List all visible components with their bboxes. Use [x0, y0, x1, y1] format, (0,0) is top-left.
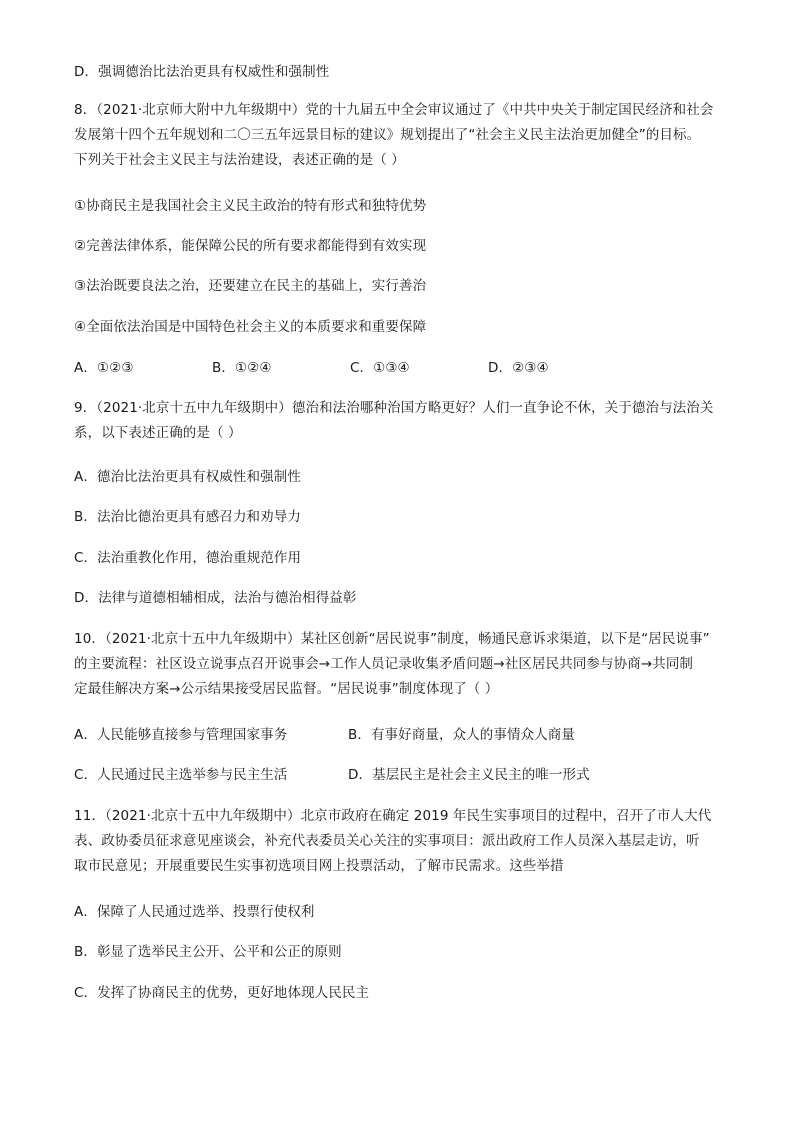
- q8-statement-3: ③法治既要良法之治，还要建立在民主的基础上，实行善治: [74, 278, 427, 294]
- q10-option-d: D．基层民主是社会主义民主的唯一形式: [348, 767, 590, 783]
- q10-option-b: B．有事好商量，众人的事情众人商量: [348, 727, 575, 743]
- q10-option-a: A．人民能够直接参与管理国家事务: [74, 727, 288, 743]
- q10-stem-line-1: 10．（2021·北京十五中九年级期中）某社区创新“居民说事”制度，畅通民意诉求渠道，以下是“居民说事”: [74, 631, 710, 647]
- q9-stem-line-2: 系，以下表述正确的是（ ）: [74, 425, 242, 441]
- q8-statement-1: ①协商民主是我国社会主义民主政治的特有形式和独特优势: [74, 198, 427, 214]
- q8-statement-4: ④全面依法治国是中国特色社会主义的本质要求和重要保障: [74, 319, 427, 335]
- q11-stem-line-1: 11．（2021·北京十五中九年级期中）北京市政府在确定 2019 年民生实事项目的过程中，召开了市人大代: [74, 808, 712, 824]
- q11-stem-line-2: 表、政协委员征求意见座谈会，补充代表委员关心关注的实事项目：派出政府工作人员深入基层走访，听: [74, 833, 700, 849]
- q8-option-c: C．①③④: [350, 360, 410, 376]
- question-9: [74, 396, 714, 446]
- q11-option-a: A．保障了人民通过选举、投票行使权利: [74, 904, 315, 920]
- q10-stem-line-3: 定最佳解决方案→公示结果接受居民监督。“居民说事”制度体现了（ ）: [74, 681, 499, 697]
- q11-stem-line-3: 取市民意见；开展重要民生实事初选项目网上投票活动，了解市民需求。这些举措: [74, 858, 564, 874]
- q10-stem-line-2: 的主要流程：社区设立说事点召开说事会→工作人员记录收集矛盾问题→社区居民共同参与协商→共同制: [74, 656, 694, 672]
- q8-option-d: D．②③④: [488, 360, 549, 376]
- question-11: [74, 804, 711, 879]
- q10-options-row-2: [74, 763, 590, 788]
- q8-statement-2: ②完善法律体系，能保障公民的所有要求都能得到有效实现: [74, 238, 427, 254]
- q11-option-b: B．彰显了选举民主公开、公平和公正的原则: [74, 944, 342, 960]
- q10-option-c: C．人民通过民主选举参与民主生活: [74, 767, 288, 783]
- q8-stem-line-2: 发展第十四个五年规划和二〇三五年远景目标的建议》规划提出了“社会主义民主法治更加健全”的目标。: [74, 127, 701, 143]
- q9-option-d: D．法律与道德相辅相成，法治与德治相得益彰: [74, 590, 357, 606]
- q9-option-c: C．法治重教化作用，德治重规范作用: [74, 550, 302, 566]
- question-8: [74, 98, 714, 173]
- q8-stem-line-3: 下列关于社会主义民主与法治建设，表述正确的是（ ）: [74, 152, 405, 168]
- q8-stem-line-1: 8．（2021·北京师大附中九年级期中）党的十九届五中全会审议通过了《中共中央关于制定国民经济和社会: [74, 102, 714, 118]
- q11-option-c: C．发挥了协商民主的优势，更好地体现人民民主: [74, 985, 370, 1001]
- q8-option-a: A．①②③: [74, 360, 134, 376]
- q8-option-b: B．①②④: [212, 360, 272, 376]
- q10-options-row-1: [74, 723, 575, 748]
- question-10: [74, 627, 710, 702]
- q9-option-b: B．法治比德治更具有感召力和劝导力: [74, 509, 301, 525]
- q7-option-d: D．强调德治比法治更具有权威性和强制性: [74, 64, 330, 80]
- q9-option-a: A．德治比法治更具有权威性和强制性: [74, 469, 301, 485]
- q9-stem-line-1: 9．（2021·北京十五中九年级期中）德治和法治哪种治国方略更好？人们一直争论不休，关于德治与法治关: [74, 400, 714, 416]
- q8-options: [74, 356, 626, 381]
